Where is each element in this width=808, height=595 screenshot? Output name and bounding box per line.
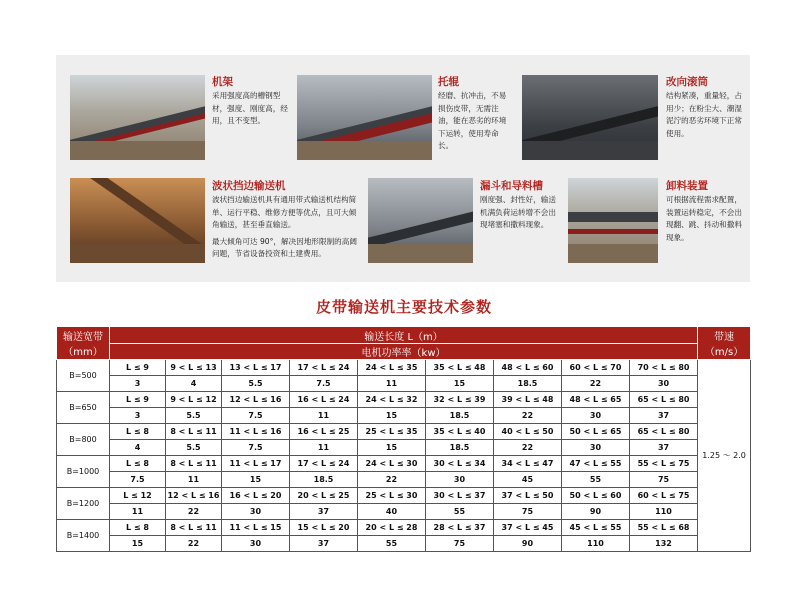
length-range-cell: 11 < L ≤ 16 — [222, 424, 290, 440]
power-cell: 5.5 — [166, 408, 222, 424]
pulley-photo — [522, 75, 658, 160]
feature-title-hopper: 漏斗和导料槽 — [480, 180, 543, 192]
power-cell: 15 — [110, 536, 166, 552]
power-cell: 132 — [630, 536, 698, 552]
power-cell: 90 — [562, 504, 630, 520]
length-range-cell: L ≤ 9 — [110, 392, 166, 408]
power-cell: 4 — [110, 440, 166, 456]
power-cell: 37 — [290, 504, 358, 520]
discharge-photo — [568, 178, 658, 263]
table-title: 皮带输送机主要技术参数 — [315, 298, 492, 316]
length-range-cell: L ≤ 12 — [110, 488, 166, 504]
header-width-label: 输送宽带 — [63, 332, 103, 343]
length-range-cell: 11 < L ≤ 17 — [222, 456, 290, 472]
width-cell: B=800 — [57, 424, 110, 456]
power-cell: 55 — [426, 504, 494, 520]
header-power: 电机功率率（kw） — [110, 344, 698, 360]
length-range-cell: 60 < L ≤ 75 — [630, 488, 698, 504]
power-cell: 55 — [562, 472, 630, 488]
power-cell: 18.5 — [426, 408, 494, 424]
power-cell: 110 — [630, 504, 698, 520]
header-speed-unit: （m/s） — [704, 347, 744, 358]
power-cell: 3 — [110, 376, 166, 392]
feature-desc-hopper: 刚度强、封性好，输送机满负荷运转增不会出现堵塞和撒料现象。 — [480, 195, 556, 229]
length-range-cell: 24 < L ≤ 32 — [358, 392, 426, 408]
feature-title-pulley: 改向滚筒 — [666, 76, 708, 88]
length-range-cell: 55 < L ≤ 75 — [630, 456, 698, 472]
power-cell: 7.5 — [290, 376, 358, 392]
table-row-ranges — [57, 488, 751, 504]
power-cell: 30 — [222, 504, 290, 520]
length-range-cell: 37 < L ≤ 50 — [494, 488, 562, 504]
length-range-cell: 40 < L ≤ 50 — [494, 424, 562, 440]
power-cell: 15 — [358, 440, 426, 456]
power-cell: 30 — [426, 472, 494, 488]
power-cell: 11 — [290, 440, 358, 456]
length-range-cell: 34 < L ≤ 47 — [494, 456, 562, 472]
header-speed-label: 带速 — [714, 332, 735, 343]
width-cell: B=1200 — [57, 488, 110, 520]
power-cell: 75 — [494, 504, 562, 520]
length-range-cell: 8 < L ≤ 11 — [166, 520, 222, 536]
feature-title-frame: 机架 — [212, 76, 233, 88]
speed-value-cell: 1.25 ～ 2.0 — [698, 360, 751, 552]
length-range-cell: 37 < L ≤ 45 — [494, 520, 562, 536]
power-cell: 11 — [358, 376, 426, 392]
sidewall-conveyor-photo — [70, 178, 205, 263]
power-cell: 15 — [222, 472, 290, 488]
power-cell: 22 — [358, 472, 426, 488]
power-cell: 30 — [562, 440, 630, 456]
table-row-ranges — [57, 424, 751, 440]
length-range-cell: 30 < L ≤ 34 — [426, 456, 494, 472]
power-cell: 15 — [358, 408, 426, 424]
power-cell: 30 — [630, 376, 698, 392]
table-row-powers — [57, 376, 751, 392]
power-cell: 7.5 — [222, 440, 290, 456]
power-cell: 11 — [166, 472, 222, 488]
length-range-cell: 45 < L ≤ 55 — [562, 520, 630, 536]
length-range-cell: 48 < L ≤ 65 — [562, 392, 630, 408]
length-range-cell: 39 < L ≤ 48 — [494, 392, 562, 408]
power-cell: 7.5 — [110, 472, 166, 488]
power-cell: 3 — [110, 408, 166, 424]
feature-desc-sidewall: 波状挡边输送机具有通用带式输送机结构简单、运行平稳、维修方便等优点，且可大倾角输送，甚至垂直输送。 最大倾角可达 90°，解决因地形限制的高阔问题，节省设备投资和土建费用。 — [212, 195, 357, 258]
length-range-cell: 12 < L ≤ 16 — [166, 488, 222, 504]
length-range-cell: 35 < L ≤ 40 — [426, 424, 494, 440]
table-row-powers — [57, 440, 751, 456]
power-cell: 4 — [166, 376, 222, 392]
width-cell: B=1000 — [57, 456, 110, 488]
power-cell: 18.5 — [494, 376, 562, 392]
length-range-cell: 20 < L ≤ 25 — [290, 488, 358, 504]
power-cell: 18.5 — [426, 440, 494, 456]
length-range-cell: 13 < L ≤ 17 — [222, 360, 290, 376]
length-range-cell: 20 < L ≤ 28 — [358, 520, 426, 536]
header-width-unit: （mm） — [63, 347, 103, 358]
length-range-cell: 16 < L ≤ 25 — [290, 424, 358, 440]
power-cell: 22 — [166, 536, 222, 552]
power-cell: 30 — [222, 536, 290, 552]
width-cell: B=1400 — [57, 520, 110, 552]
length-range-cell: 8 < L ≤ 11 — [166, 456, 222, 472]
power-cell: 22 — [494, 440, 562, 456]
length-range-cell: 24 < L ≤ 35 — [358, 360, 426, 376]
table-row-ranges — [57, 392, 751, 408]
header-speed — [698, 327, 751, 360]
feature-desc-frame: 采用强度高的槽钢型材，强度、刚度高，经用，且不变型。 — [212, 91, 288, 125]
length-range-cell: 17 < L ≤ 24 — [290, 360, 358, 376]
length-range-cell: 24 < L ≤ 30 — [358, 456, 426, 472]
table-row-powers — [57, 504, 751, 520]
idler-photo — [297, 75, 432, 160]
length-range-cell: 12 < L ≤ 16 — [222, 392, 290, 408]
power-cell: 45 — [494, 472, 562, 488]
power-cell: 55 — [358, 536, 426, 552]
length-range-cell: 11 < L ≤ 15 — [222, 520, 290, 536]
table-row-ranges — [57, 520, 751, 536]
length-range-cell: 50 < L ≤ 65 — [562, 424, 630, 440]
power-cell: 22 — [494, 408, 562, 424]
length-range-cell: 25 < L ≤ 35 — [358, 424, 426, 440]
power-cell: 5.5 — [166, 440, 222, 456]
length-range-cell: 30 < L ≤ 37 — [426, 488, 494, 504]
power-cell: 37 — [630, 408, 698, 424]
power-cell: 30 — [562, 408, 630, 424]
length-range-cell: L ≤ 9 — [110, 360, 166, 376]
table-row-ranges — [57, 360, 751, 376]
power-cell: 75 — [630, 472, 698, 488]
header-width — [57, 327, 110, 360]
table-row-ranges — [57, 456, 751, 472]
length-range-cell: 65 < L ≤ 80 — [630, 424, 698, 440]
header-length: 输送长度 L（m） — [110, 327, 698, 344]
length-range-cell: 9 < L ≤ 13 — [166, 360, 222, 376]
spec-table — [56, 326, 751, 552]
length-range-cell: 17 < L ≤ 24 — [290, 456, 358, 472]
length-range-cell: 35 < L ≤ 48 — [426, 360, 494, 376]
table-row-powers — [57, 408, 751, 424]
length-range-cell: 55 < L ≤ 68 — [630, 520, 698, 536]
length-range-cell: 32 < L ≤ 39 — [426, 392, 494, 408]
length-range-cell: 60 < L ≤ 70 — [562, 360, 630, 376]
power-cell: 18.5 — [290, 472, 358, 488]
length-range-cell: 48 < L ≤ 60 — [494, 360, 562, 376]
width-cell: B=650 — [57, 392, 110, 424]
length-range-cell: L ≤ 8 — [110, 424, 166, 440]
frame-photo — [70, 75, 205, 160]
power-cell: 11 — [110, 504, 166, 520]
power-cell: 40 — [358, 504, 426, 520]
feature-desc-pulley: 结构紧凑，重量轻，占用少；在粉尘大、潮湿泥泞的恶劣环境下正常使用。 — [666, 91, 742, 138]
feature-title-idler: 托辊 — [438, 76, 459, 88]
length-range-cell: 16 < L ≤ 20 — [222, 488, 290, 504]
length-range-cell: 50 < L ≤ 60 — [562, 488, 630, 504]
length-range-cell: 9 < L ≤ 12 — [166, 392, 222, 408]
length-range-cell: 70 < L ≤ 80 — [630, 360, 698, 376]
length-range-cell: 15 < L ≤ 20 — [290, 520, 358, 536]
table-row-powers — [57, 536, 751, 552]
power-cell: 5.5 — [222, 376, 290, 392]
length-range-cell: 8 < L ≤ 11 — [166, 424, 222, 440]
length-range-cell: 65 < L ≤ 80 — [630, 392, 698, 408]
hopper-photo — [368, 178, 473, 263]
length-range-cell: L ≤ 8 — [110, 520, 166, 536]
power-cell: 22 — [166, 504, 222, 520]
power-cell: 90 — [494, 536, 562, 552]
feature-title-discharge: 卸料装置 — [666, 180, 708, 192]
power-cell: 37 — [290, 536, 358, 552]
length-range-cell: 28 < L ≤ 37 — [426, 520, 494, 536]
width-cell: B=500 — [57, 360, 110, 392]
power-cell: 15 — [426, 376, 494, 392]
power-cell: 110 — [562, 536, 630, 552]
power-cell: 22 — [562, 376, 630, 392]
feature-desc-discharge: 可根据流程需求配置，装置运转稳定，不会出现翻、跳、抖动和撒料现象。 — [666, 195, 742, 242]
length-range-cell: L ≤ 8 — [110, 456, 166, 472]
feature-desc-idler: 经磨、抗冲击，不易损伤皮带，无需注油，能在恶劣的环境下运转，使用寿命长。 — [438, 91, 507, 150]
table-row-powers — [57, 472, 751, 488]
power-cell: 37 — [630, 440, 698, 456]
length-range-cell: 16 < L ≤ 24 — [290, 392, 358, 408]
length-range-cell: 47 < L ≤ 55 — [562, 456, 630, 472]
power-cell: 75 — [426, 536, 494, 552]
feature-title-sidewall: 波状挡边输送机 — [212, 180, 286, 192]
length-range-cell: 25 < L ≤ 30 — [358, 488, 426, 504]
power-cell: 11 — [290, 408, 358, 424]
power-cell: 7.5 — [222, 408, 290, 424]
